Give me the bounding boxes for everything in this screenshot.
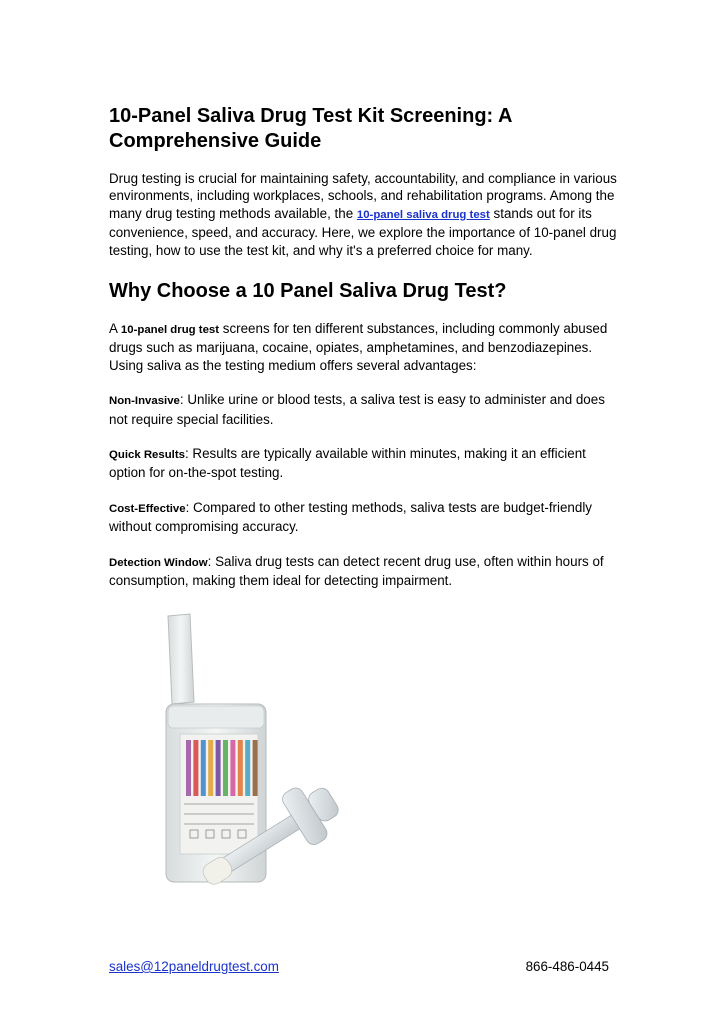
test-strip [208, 740, 213, 796]
test-strip [230, 740, 235, 796]
advantage-term: Cost-Effective [109, 502, 186, 515]
advantage-text: : Compared to other testing methods, saliva tests are budget-friendly without compromising accuracy. [109, 499, 592, 535]
lead-prefix: A [109, 321, 121, 337]
document-body [109, 104, 619, 607]
intro-text-after: stands out for its convenience, speed, and accuracy. Here, we explore the importance of 10-panel drug testing, how to use the test kit, and why it's a preferred choice for many. [109, 205, 617, 258]
test-strip [186, 740, 191, 796]
advantage-text: : Saliva drug tests can detect recent drug use, often within hours of consumption, making them ideal for detecting impairment. [109, 553, 604, 589]
saliva-test-cup-icon [150, 608, 360, 893]
test-strip [216, 740, 221, 796]
test-strip [201, 740, 206, 796]
advantage-item [109, 391, 619, 428]
section-lead-paragraph [109, 320, 619, 374]
test-strip [193, 740, 198, 796]
advantage-item [109, 499, 619, 536]
footer-email-link[interactable]: sales@12paneldrugtest.com [109, 959, 279, 974]
document-title: 10-Panel Saliva Drug Test Kit Screening: A Comprehensive Guide [109, 105, 512, 152]
product-photo [150, 608, 360, 893]
section-heading: Why Choose a 10 Panel Saliva Drug Test? [109, 280, 507, 303]
test-strip [253, 740, 258, 796]
test-strip [223, 740, 228, 796]
test-strip [238, 740, 243, 796]
intro-text-before: Drug testing is crucial for maintaining safety, accountability, and compliance in various environments, including workplaces, schools, and rehabilitation programs. Among the many drug testing methods available, the [109, 171, 617, 221]
advantage-term: Detection Window [109, 556, 208, 569]
page-footer [109, 958, 609, 975]
saliva-drug-test-link[interactable]: 10-panel saliva drug test [356, 208, 490, 221]
advantage-text: : Results are typically available within minutes, making it an efficient option for on-the-spot testing. [109, 446, 586, 481]
lead-bold-term: 10-panel drug test [120, 324, 220, 337]
test-strip [245, 740, 250, 796]
lead-rest: screens for ten different substances, including commonly abused drugs such as marijuana, cocaine, opiates, amphetamines, and benzodiazepines. Using saliva as the testing medium offers several advantages: [109, 321, 608, 373]
advantage-item [109, 553, 619, 590]
advantage-item [109, 445, 619, 482]
intro-paragraph [109, 170, 619, 259]
advantage-term: Non-Invasive [109, 395, 180, 408]
advantage-term: Quick Results [109, 449, 185, 462]
footer-phone: 866-486-0445 [525, 959, 609, 974]
advantage-text: : Unlike urine or blood tests, a saliva test is easy to administer and does not require special facilities. [109, 392, 605, 427]
